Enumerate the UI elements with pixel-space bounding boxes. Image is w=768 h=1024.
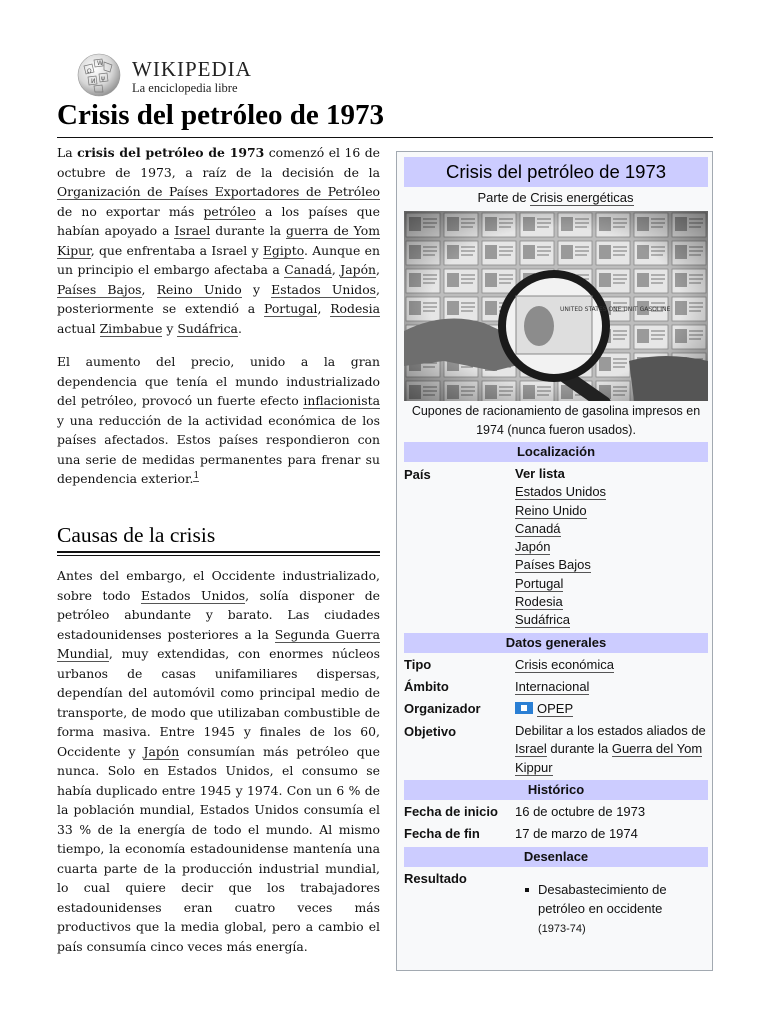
- label-ambito: Ámbito: [404, 679, 449, 694]
- value-ambito: [515, 678, 707, 696]
- svg-text:ψ: ψ: [101, 75, 105, 82]
- svg-text:W: W: [97, 60, 103, 67]
- label-objetivo: Objetivo: [404, 724, 457, 739]
- link-israel-infobox[interactable]: Israel: [515, 741, 547, 757]
- label-organizador: Organizador: [404, 701, 481, 716]
- link-paises-bajos[interactable]: Países Bajos: [57, 281, 142, 297]
- country-link[interactable]: Japón: [515, 539, 551, 555]
- link-crisis-economica[interactable]: Crisis económica: [515, 657, 614, 672]
- infobox: [396, 151, 713, 971]
- svg-text:Ω: Ω: [87, 68, 92, 75]
- link-guerra-yom-kippur[interactable]: Guerra del Yom Kippur: [515, 741, 703, 775]
- infobox-image-caption: Cupones de racionamiento de gasolina impresos en 1974 (nunca fueron usados).: [411, 404, 701, 437]
- value-resultado: [515, 880, 707, 939]
- link-opep-infobox[interactable]: OPEP: [537, 701, 574, 716]
- link-crisis-energeticas[interactable]: Crisis energéticas: [530, 190, 634, 205]
- link-estados-unidos[interactable]: Estados Unidos: [271, 281, 377, 297]
- title-divider: [57, 137, 713, 138]
- infobox-part-of: Parte de Crisis energéticas: [477, 190, 634, 205]
- country-link[interactable]: Rodesia: [515, 594, 563, 610]
- intro-paragraph: La crisis del petróleo de 1973 comenzó el 16 de octubre de 1973, a raíz de la decisión de la Organización de Países Exportadores de Petróleo de no exportar más petróleo a los países que habían apoyado a Israel durante la guerra de Yom Kipur, que enfrentaba a Israel y Egipto. Aunque en un principio el embargo afectaba a Canadá, Japón, Países Bajos, Reino Unido y Estados Unidos, posteriormente se extendió a Portugal, Rodesia actual Zimbabue y Sudáfrica.: [57, 145, 381, 336]
- link-canada[interactable]: Canadá: [284, 262, 332, 277]
- label-resultado: Resultado: [404, 871, 467, 886]
- link-sudafrica[interactable]: Sudáfrica: [177, 320, 238, 336]
- label-fecha-fin: Fecha de fin: [404, 826, 480, 841]
- reference-link[interactable]: 1: [193, 470, 200, 481]
- link-japon[interactable]: Japón: [340, 262, 377, 277]
- link-petroleo[interactable]: petróleo: [203, 203, 256, 219]
- link-israel[interactable]: Israel: [174, 223, 211, 238]
- country-link[interactable]: Reino Unido: [515, 502, 587, 518]
- section-divider-thin: [57, 555, 380, 556]
- link-egipto[interactable]: Egipto: [262, 242, 304, 258]
- infobox-title: Crisis del petróleo de 1973: [404, 157, 708, 187]
- infobox-section-datos-generales: Datos generales: [404, 633, 708, 653]
- wikipedia-tagline: La enciclopedia libre: [132, 81, 238, 95]
- value-fecha-inicio: 16 de octubre de 1973: [515, 804, 646, 819]
- link-inflacionista[interactable]: inflacionista: [303, 393, 380, 408]
- label-tipo: Tipo: [404, 657, 432, 672]
- page-title: Crisis del petróleo de 1973: [57, 99, 385, 131]
- resultado-years: (1973-74): [538, 923, 586, 935]
- link-rodesia[interactable]: Rodesia: [330, 301, 380, 316]
- link-segunda-guerra-mundial[interactable]: Segunda Guerra Mundial: [57, 626, 380, 661]
- country-link[interactable]: Portugal: [515, 575, 564, 591]
- link-yom-kipur[interactable]: guerra de Yom Kipur: [57, 223, 380, 258]
- value-fecha-fin: 17 de marzo de 1974: [515, 826, 638, 841]
- link-internacional[interactable]: Internacional: [515, 679, 590, 694]
- value-objetivo: Debilitar a los estados aliados de Israel durante la Guerra del Yom Kippur: [515, 723, 706, 775]
- coupon-text: UNITED STATES ONE UNIT GASOLINE: [560, 306, 671, 313]
- ver-lista-toggle[interactable]: Ver lista: [515, 466, 565, 481]
- wikipedia-wordmark: WIKIPEDIA: [132, 57, 252, 81]
- country-link[interactable]: Países Bajos: [515, 557, 591, 573]
- link-portugal[interactable]: Portugal: [264, 301, 318, 316]
- infobox-section-localizacion: Localización: [404, 442, 708, 462]
- section-heading-causas: Causas de la crisis: [57, 523, 216, 547]
- section-divider: [57, 551, 380, 553]
- impact-paragraph: El aumento del precio, unido a la gran dependencia que tenía el mundo industrializado del petróleo, provocó un fuerte efecto inflacionista y una reducción de la actividad económica de los países afectados. Estos países respondieron con una serie de medidas permanentes para frenar su dependencia exterior.$^1$: [57, 354, 380, 486]
- causes-paragraph: Antes del embargo, el Occidente industrializado, sobre todo Estados Unidos, solía disponer de petróleo abundante y barato. Las ciudades estadounidenses posteriores a la Segunda Guerra Mundial, muy extendidas, con enormes núcleos urbanos de casas unifamiliares dispersas, dependían del automóvil como principal medio de transporte, de modo que utilizaban combustible de forma masiva. Entre 1945 y finales de los 60, Occidente y Japón consumían más petróleo que nunca. Solo en Estados Unidos, el consumo se había duplicado entre 1945 y 1974. Con un 6 % de la población mundial, Estados Unidos consumía el 33 % de la energía de todo el mundo. Al mismo tiempo, la economía estadounidense mantenía una cuarta parte de la producción industrial mundial, lo cual quiere decir que los trabajadores estadounidenses eran cuatro veces más productivos que la media global, pero a cambio el país consumía cinco veces más energía.: [57, 568, 380, 954]
- wikipedia-globe-icon: [74, 52, 124, 98]
- opep-flag-icon: [515, 702, 533, 714]
- infobox-section-historico: Histórico: [404, 780, 708, 800]
- country-link[interactable]: Sudáfrica: [515, 612, 570, 628]
- link-zimbabue[interactable]: Zimbabue: [99, 320, 163, 336]
- intro-bold-term: crisis del petróleo de 1973: [77, 145, 265, 160]
- value-tipo: [515, 656, 707, 674]
- svg-text:И: И: [91, 78, 96, 85]
- ration-coupons-photo[interactable]: [404, 211, 708, 401]
- resultado-item: Desabastecimiento de petróleo en occidente (1973-74): [515, 880, 707, 939]
- link-estados-unidos-2[interactable]: Estados Unidos: [140, 587, 246, 603]
- wikipedia-logo[interactable]: [74, 52, 254, 100]
- country-link[interactable]: Estados Unidos: [515, 484, 607, 500]
- link-japon-2[interactable]: Japón: [143, 743, 180, 759]
- label-fecha-inicio: Fecha de inicio: [404, 804, 498, 819]
- value-organizador: [515, 700, 707, 718]
- value-paises: [515, 465, 707, 630]
- label-pais: País: [404, 467, 431, 482]
- country-link[interactable]: Canadá: [515, 520, 561, 536]
- link-reino-unido[interactable]: Reino Unido: [156, 281, 242, 297]
- link-opep[interactable]: Organización de Países Exportadores de Petróleo: [57, 184, 380, 199]
- infobox-section-desenlace: Desenlace: [404, 847, 708, 867]
